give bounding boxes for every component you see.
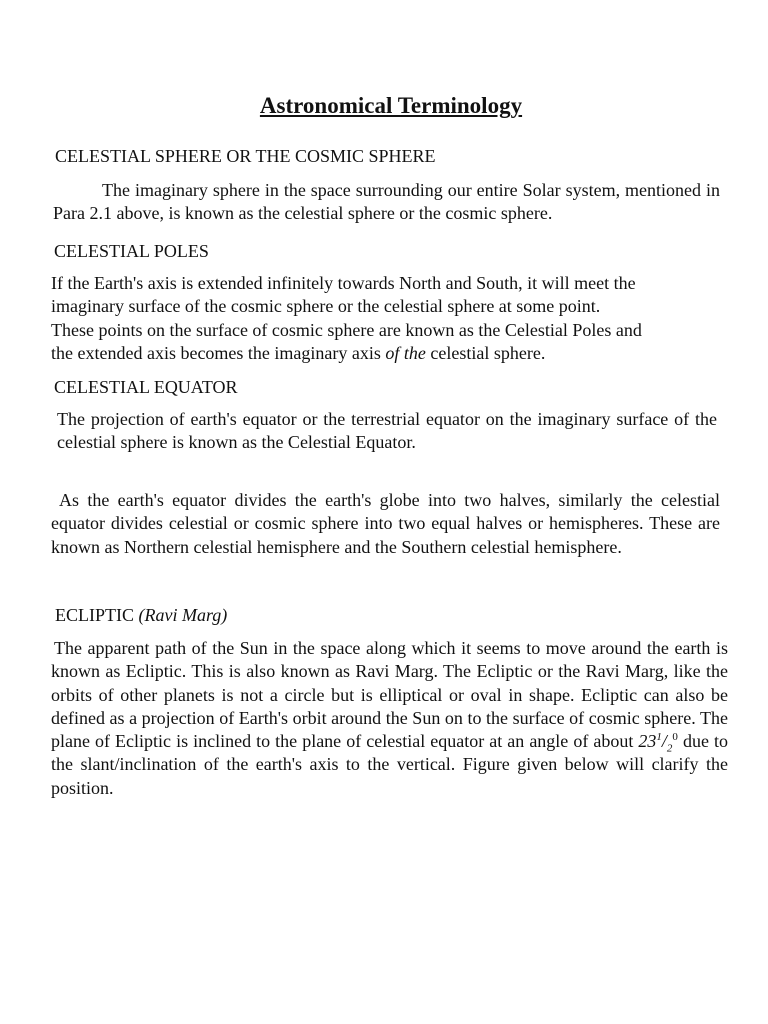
heading-celestial-equator: CELESTIAL EQUATOR <box>54 377 238 397</box>
degree-mark: 0 <box>672 731 678 744</box>
angle-denominator: 2 <box>666 742 673 755</box>
paragraph-celestial-equator-2: As the earth's equator divides the earth's globe into two halves, similarly the celestial equator divides celestial or cosmic sphere into two equal halves or hemispheres. These are known as Northern celestial hemisphere and the Southern celestial hemisphere. <box>51 490 720 557</box>
paragraph-celestial-equator-1: The projection of earth's equator or the terrestrial equator on the imaginary surface of the celestial sphere is known as the Celestial Equator. <box>57 409 717 453</box>
poles-line-4 <box>51 342 721 365</box>
poles-line-2: imaginary surface of the cosmic sphere or the celestial sphere at some point. <box>51 296 601 317</box>
paragraph-celestial-poles <box>51 272 721 365</box>
angle-slash: / <box>661 731 667 752</box>
page-title: Astronomical Terminology <box>259 93 523 118</box>
poles-line-3: These points on the surface of cosmic sphere are known as the Celestial Poles and <box>51 319 642 340</box>
poles-line-1: If the Earth's axis is extended infinitely towards North and South, it will meet the <box>51 273 636 293</box>
poles-line-4-start: the extended axis becomes the imaginary axis <box>51 342 386 363</box>
ecliptic-text-start: The apparent path of the Sun in the space along which it seems to move around the earth is known as Ecliptic. This is also known as Ravi Marg. The Ecliptic or the Ravi Marg, like the orbits of other planets is not a circle but is elliptical or oval in shape. Ecliptic can also be defined as a projection of Earth's orbit around the Sun on to the surface of cosmic sphere. The plane of Ecliptic is inclined to the plane of celestial equator at an angle of about <box>51 638 728 752</box>
poles-line-4-italic: of the <box>385 342 426 363</box>
heading-celestial-poles: CELESTIAL POLES <box>54 241 209 261</box>
ecliptic-heading-text: ECLIPTIC <box>55 605 134 625</box>
ecliptic-text-end: due to the slant/inclination of the earth's axis to the vertical. Figure given below will clarify the position. <box>51 731 728 798</box>
ecliptic-angle <box>638 731 673 755</box>
heading-ecliptic <box>55 604 227 626</box>
poles-line-4-end: celestial sphere. <box>425 342 546 363</box>
paragraph-ecliptic <box>51 637 728 800</box>
heading-celestial-sphere: CELESTIAL SPHERE OR THE COSMIC SPHERE <box>55 146 436 166</box>
angle-whole: 23 <box>638 731 657 752</box>
paragraph-celestial-sphere: The imaginary sphere in the space surrounding our entire Solar system, mentioned in Para 2.1 above, is known as the celestial sphere or the cosmic sphere. <box>53 180 720 224</box>
angle-numerator: 1 <box>656 731 662 744</box>
ecliptic-heading-italic: (Ravi Marg) <box>138 605 228 625</box>
